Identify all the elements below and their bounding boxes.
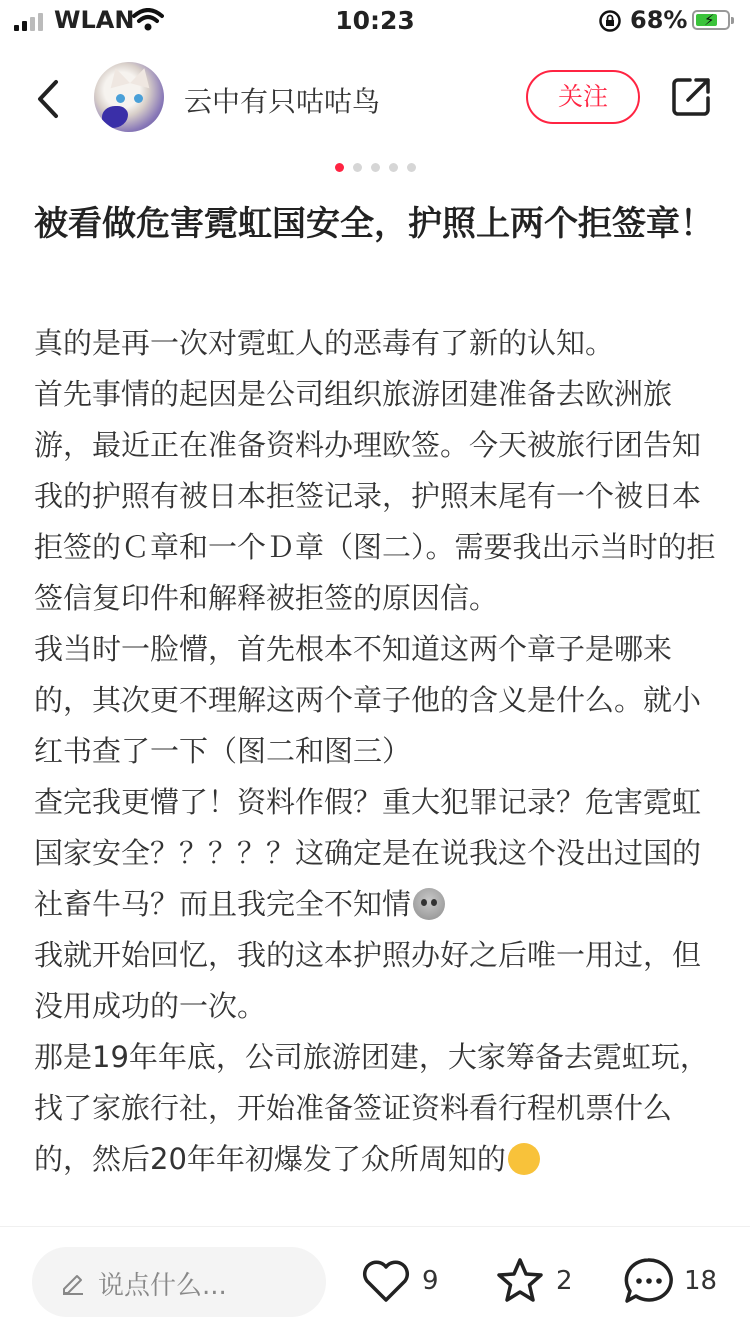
post-paragraph-text: 那是19年年底，公司旅游团建，大家筹备去霓虹玩，找了家旅行社，开始准备签证资料看行程机票什么的，然后20年年初爆发了众所周知的 [34, 1040, 709, 1176]
smile-emoji-icon [508, 1143, 540, 1175]
carousel-dot [371, 163, 380, 172]
carousel-dot [389, 163, 398, 172]
author-name[interactable]: 云中有只咕咕鸟 [184, 85, 381, 118]
carrier-label: WLAN [54, 6, 135, 34]
wifi-icon [132, 8, 164, 32]
battery-icon: ⚡ [692, 10, 730, 30]
comment-count: 18 [684, 1266, 718, 1296]
like-button[interactable] [360, 1255, 439, 1307]
post-paragraph: 首先事情的起因是公司组织旅游团建准备去欧洲旅游，最近正在准备资料办理欧签。今天被旅行团告知我的护照有被日本拒签记录，护照末尾有一个被日本拒签的Ｃ章和一个Ｄ章（图二）。需要我出示当时的拒签信复印件和解释被拒签的原因信。 [34, 377, 716, 615]
carousel-dot [353, 163, 362, 172]
heart-icon [360, 1258, 412, 1304]
avatar[interactable] [94, 62, 164, 132]
follow-button[interactable]: 关注 [526, 70, 640, 124]
star-icon [494, 1256, 546, 1306]
sad-face-emoji-icon [413, 888, 445, 920]
post-title: 被看做危害霓虹国安全，护照上两个拒签章！ [34, 204, 714, 244]
clock: 10:23 [335, 6, 415, 35]
lock-rotation-icon [598, 9, 622, 33]
post-header [0, 60, 750, 140]
comment-button[interactable] [622, 1255, 717, 1307]
image-carousel-indicator [0, 163, 750, 172]
battery-percent: 68% [630, 6, 688, 34]
bottom-action-bar [0, 1226, 750, 1335]
status-bar [0, 0, 750, 44]
post-paragraph: 我当时一脸懵，首先根本不知道这两个章子是哪来的，其次更不理解这两个章子他的含义是什么。就小红书查了一下（图二和图三） [34, 632, 702, 768]
post-paragraph [34, 777, 720, 930]
comment-placeholder: 说点什么... [98, 1271, 227, 1301]
pencil-icon [60, 1269, 86, 1295]
post-paragraph-text: 查完我更懵了！资料作假？重大犯罪记录？危害霓虹国家安全？？？？？这确定是在说我这个没出过国的社畜牛马？而且我完全不知情 [34, 785, 702, 921]
star-count: 2 [556, 1266, 573, 1296]
collect-button[interactable] [494, 1255, 573, 1307]
post-paragraph [34, 1032, 720, 1185]
like-count: 9 [422, 1266, 439, 1296]
share-icon[interactable] [668, 74, 714, 120]
post-paragraph: 我就开始回忆，我的这本护照办好之后唯一用过，但没用成功的一次。 [34, 938, 702, 1023]
carousel-dot [407, 163, 416, 172]
back-arrow-icon[interactable] [30, 76, 70, 122]
signal-icon [14, 13, 43, 31]
post-content [34, 318, 720, 1228]
carousel-dot [335, 163, 344, 172]
comment-icon [622, 1256, 674, 1306]
comment-input[interactable] [32, 1247, 326, 1317]
post-paragraph: 真的是再一次对霓虹人的恶毒有了新的认知。 [34, 326, 615, 360]
